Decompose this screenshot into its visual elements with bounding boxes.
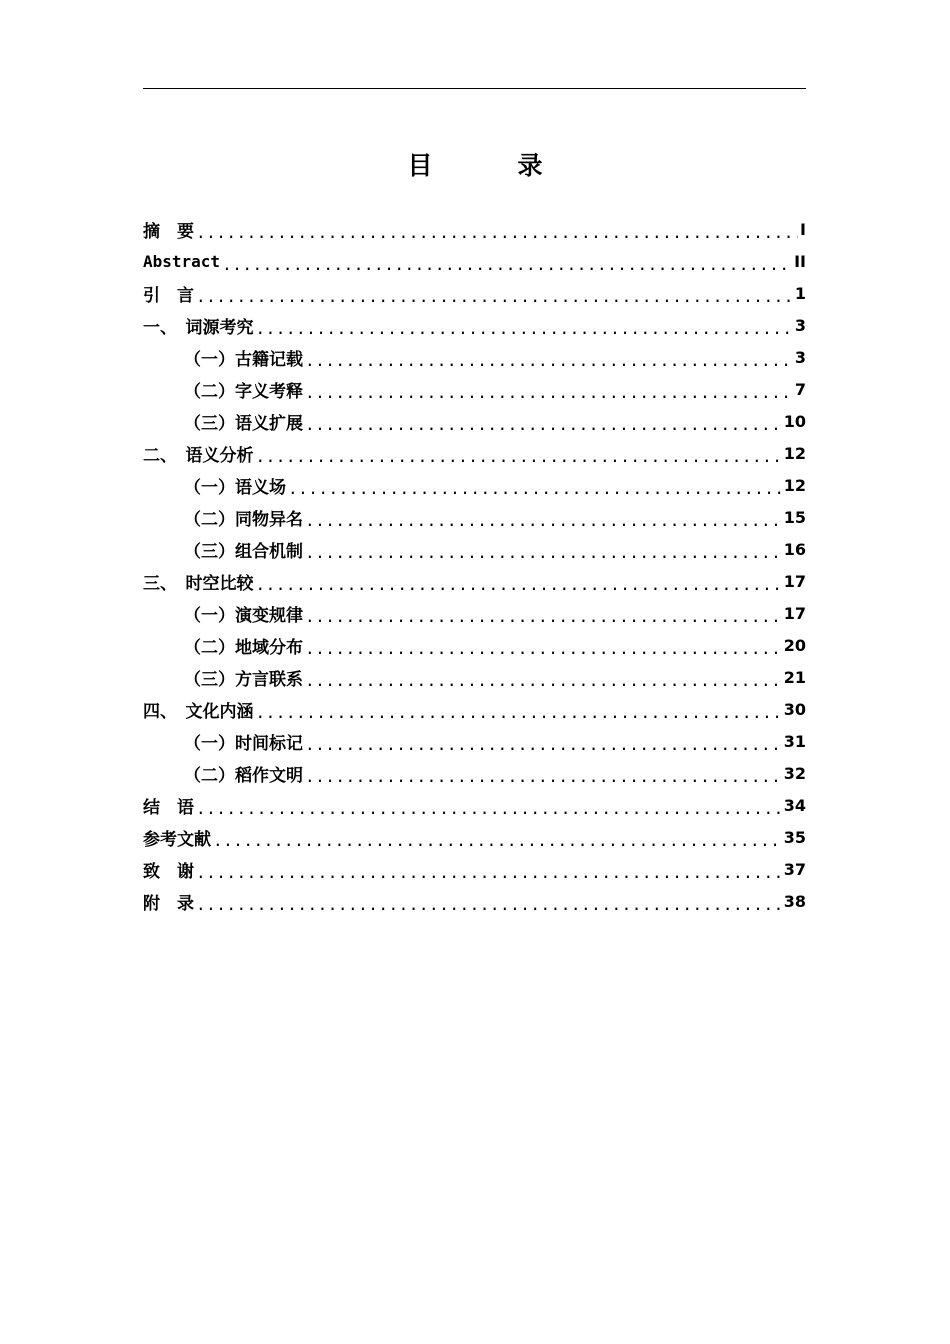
header-rule — [143, 88, 806, 89]
toc-entry[interactable] — [143, 565, 806, 597]
toc-dot-leader — [305, 671, 782, 689]
toc-entry-page-number: 1 — [794, 283, 806, 303]
toc-entry-label: （一）语义场 — [184, 477, 286, 498]
toc-entry[interactable] — [143, 245, 806, 277]
toc-entry-label: 附 录 — [143, 893, 194, 914]
toc-entry-page-number: 31 — [783, 731, 806, 751]
toc-entry-page-number: 17 — [783, 571, 806, 591]
toc-entry-page-number: I — [800, 219, 806, 239]
toc-entry-page-number: 3 — [794, 347, 806, 367]
toc-dot-leader — [305, 639, 782, 657]
toc-entry-label: （二）字义考释 — [184, 381, 303, 402]
toc-dot-leader — [305, 383, 793, 401]
toc-entry-page-number: 3 — [794, 315, 806, 335]
toc-entry-page-number: 17 — [783, 603, 806, 623]
toc-dot-leader — [305, 351, 793, 369]
toc-entry-label: （二）地域分布 — [184, 637, 303, 658]
toc-dot-leader — [256, 575, 782, 593]
toc-dot-leader — [305, 415, 782, 433]
toc-entry-page-number: 12 — [783, 443, 806, 463]
toc-dot-leader — [196, 895, 782, 913]
toc-entry-page-number: 7 — [794, 379, 806, 399]
toc-dot-leader — [196, 223, 798, 241]
toc-entry-page-number: 21 — [783, 667, 806, 687]
toc-dot-leader — [305, 607, 782, 625]
toc-entry[interactable] — [143, 501, 806, 533]
toc-entry-page-number: II — [794, 251, 806, 271]
toc-entry[interactable] — [143, 629, 806, 661]
toc-entry-page-number: 15 — [783, 507, 806, 527]
toc-entry-page-number: 34 — [783, 795, 806, 815]
toc-entry[interactable] — [143, 757, 806, 789]
toc-dot-leader — [196, 863, 782, 881]
toc-dot-leader — [213, 831, 782, 849]
toc-entry-label: （二）稻作文明 — [184, 765, 303, 786]
toc-entry-label: （一）时间标记 — [184, 733, 303, 754]
toc-dot-leader — [305, 543, 782, 561]
toc-entry[interactable] — [143, 789, 806, 821]
toc-entry[interactable] — [143, 693, 806, 725]
toc-entry-label: 三、 时空比较 — [143, 573, 254, 594]
toc-entry-page-number: 20 — [783, 635, 806, 655]
toc-dot-leader — [288, 479, 782, 497]
toc-dot-leader — [256, 319, 793, 337]
toc-entry-label: 一、 词源考究 — [143, 317, 254, 338]
toc-entry-label: 致 谢 — [143, 861, 194, 882]
toc-title: 目 录 — [407, 151, 573, 180]
toc-entry-label: （三）方言联系 — [184, 669, 303, 690]
toc-dot-leader — [256, 703, 782, 721]
toc-dot-leader — [305, 735, 782, 753]
toc-entry-label: （三）组合机制 — [184, 541, 303, 562]
toc-dot-leader — [196, 287, 793, 305]
toc-entry[interactable] — [143, 309, 806, 341]
toc-entry[interactable] — [143, 341, 806, 373]
toc-entry-page-number: 16 — [783, 539, 806, 559]
toc-entry-label: Abstract — [143, 251, 221, 271]
toc-dot-leader — [305, 767, 782, 785]
toc-entry[interactable] — [143, 661, 806, 693]
toc-dot-leader — [256, 447, 782, 465]
toc-entry-label: （一）古籍记载 — [184, 349, 303, 370]
toc-dot-leader — [222, 255, 792, 273]
toc-entry[interactable] — [143, 821, 806, 853]
toc-entry[interactable] — [143, 853, 806, 885]
toc-entry[interactable] — [143, 437, 806, 469]
toc-list — [143, 213, 806, 917]
toc-entry-label: （三）语义扩展 — [184, 413, 303, 434]
toc-entry-label: （一）演变规律 — [184, 605, 303, 626]
toc-entry-page-number: 38 — [783, 891, 806, 911]
toc-entry[interactable] — [143, 277, 806, 309]
toc-entry[interactable] — [143, 885, 806, 917]
toc-entry-label: 摘 要 — [143, 221, 194, 242]
toc-dot-leader — [196, 799, 782, 817]
toc-entry[interactable] — [143, 469, 806, 501]
toc-entry[interactable] — [143, 533, 806, 565]
toc-entry[interactable] — [143, 373, 806, 405]
toc-entry-page-number: 12 — [783, 475, 806, 495]
toc-entry[interactable] — [143, 213, 806, 245]
toc-entry-label: 结 语 — [143, 797, 194, 818]
toc-entry-page-number: 30 — [783, 699, 806, 719]
toc-dot-leader — [305, 511, 782, 529]
toc-entry[interactable] — [143, 725, 806, 757]
toc-entry-label: 引 言 — [143, 285, 194, 306]
toc-entry-label: 四、 文化内涵 — [143, 701, 254, 722]
toc-entry-page-number: 35 — [783, 827, 806, 847]
toc-entry[interactable] — [143, 597, 806, 629]
toc-entry[interactable] — [143, 405, 806, 437]
toc-entry-label: 二、 语义分析 — [143, 445, 254, 466]
toc-entry-label: 参考文献 — [143, 829, 211, 850]
toc-entry-page-number: 32 — [783, 763, 806, 783]
toc-entry-label: （二）同物异名 — [184, 509, 303, 530]
toc-entry-page-number: 37 — [783, 859, 806, 879]
toc-entry-page-number: 10 — [783, 411, 806, 431]
